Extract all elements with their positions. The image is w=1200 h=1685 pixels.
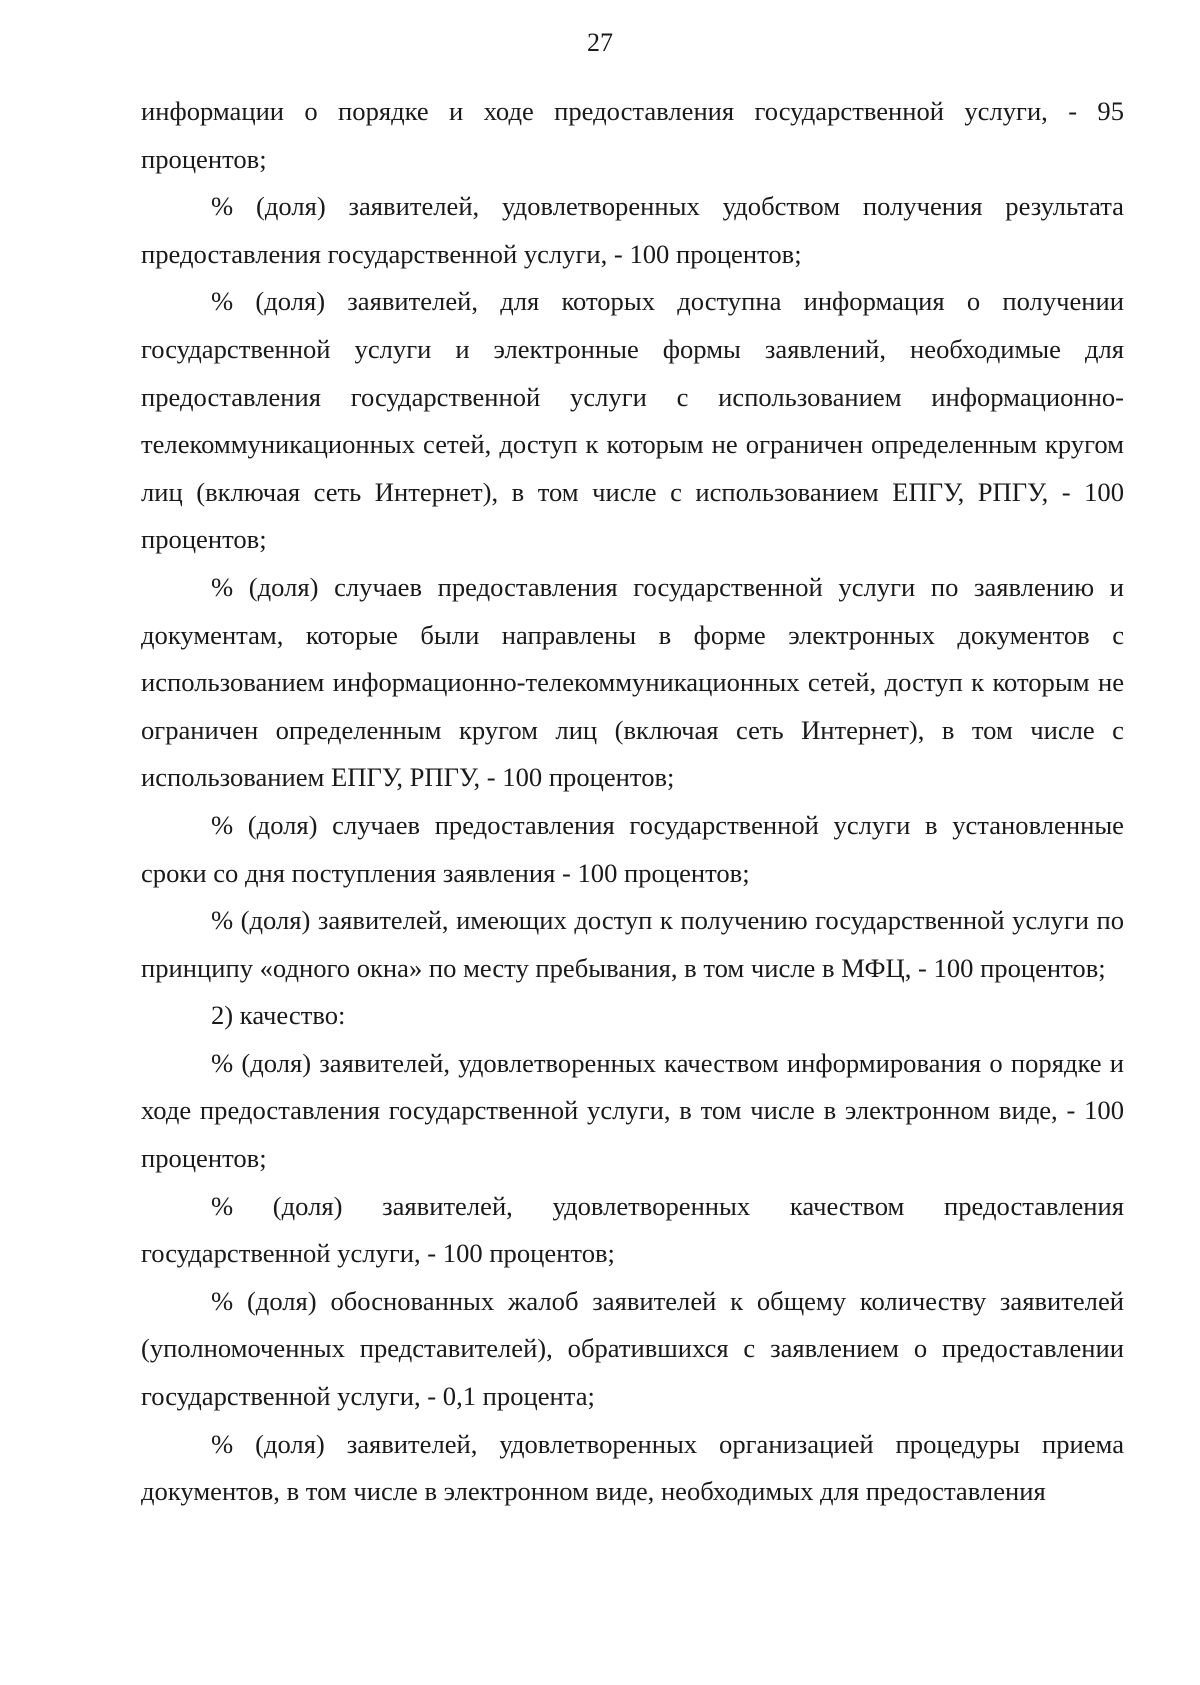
section-heading: 2) качество: [211,1000,346,1031]
document-body [141,88,1124,1516]
paragraph: % (доля) заявителей, для которых доступна информация о получении государственной услуги и электронные формы заявлений, необходимые для предоставления государственной услуги с использованием информационно-телекоммуникационных сетей, доступ к которым не ограничен определенным кругом лиц (включая сеть Интернет), в том числе с использованием ЕПГУ, РПГУ, - 100 процентов; [141,286,1124,555]
paragraph: % (доля) заявителей, удовлетворенных качеством информирования о порядке и ходе предоставления государственной услуги, в том числе в электронном виде, - 100 процентов; [141,1047,1124,1174]
paragraph: % (доля) заявителей, удовлетворенных организацией процедуры приема документов, в том числе в электронном виде, необходимых для предоставления [141,1428,1124,1507]
paragraph: % (доля) заявителей, удовлетворенных качеством предоставления государственной услуги, - 100 процентов; [141,1190,1124,1269]
paragraph: % (доля) обоснованных жалоб заявителей к общему количеству заявителей (уполномоченных представителей), обратившихся с заявлением о предоставлении государственной услуги, - 0,1 процента; [141,1285,1124,1412]
page-number: 27 [587,28,613,57]
paragraph: % (доля) случаев предоставления государственной услуги по заявлению и документам, которые были направлены в форме электронных документов с использованием информационно-телекоммуникационных сетей, доступ к которым не ограничен определенным кругом лиц (включая сеть Интернет), в том числе с использованием ЕПГУ, РПГУ, - 100 процентов; [141,571,1124,793]
paragraph: % (доля) заявителей, удовлетворенных удобством получения результата предоставления государственной услуги, - 100 процентов; [141,191,1124,269]
paragraph: информации о порядке и ходе предоставления государственной услуги, - 95 процентов; [141,96,1124,174]
paragraph: % (доля) заявителей, имеющих доступ к получению государственной услуги по принципу «одного окна» по месту пребывания, в том числе в МФЦ, - 100 процентов; [141,905,1124,983]
paragraph: % (доля) случаев предоставления государственной услуги в установленные сроки со дня поступления заявления - 100 процентов; [141,809,1124,888]
